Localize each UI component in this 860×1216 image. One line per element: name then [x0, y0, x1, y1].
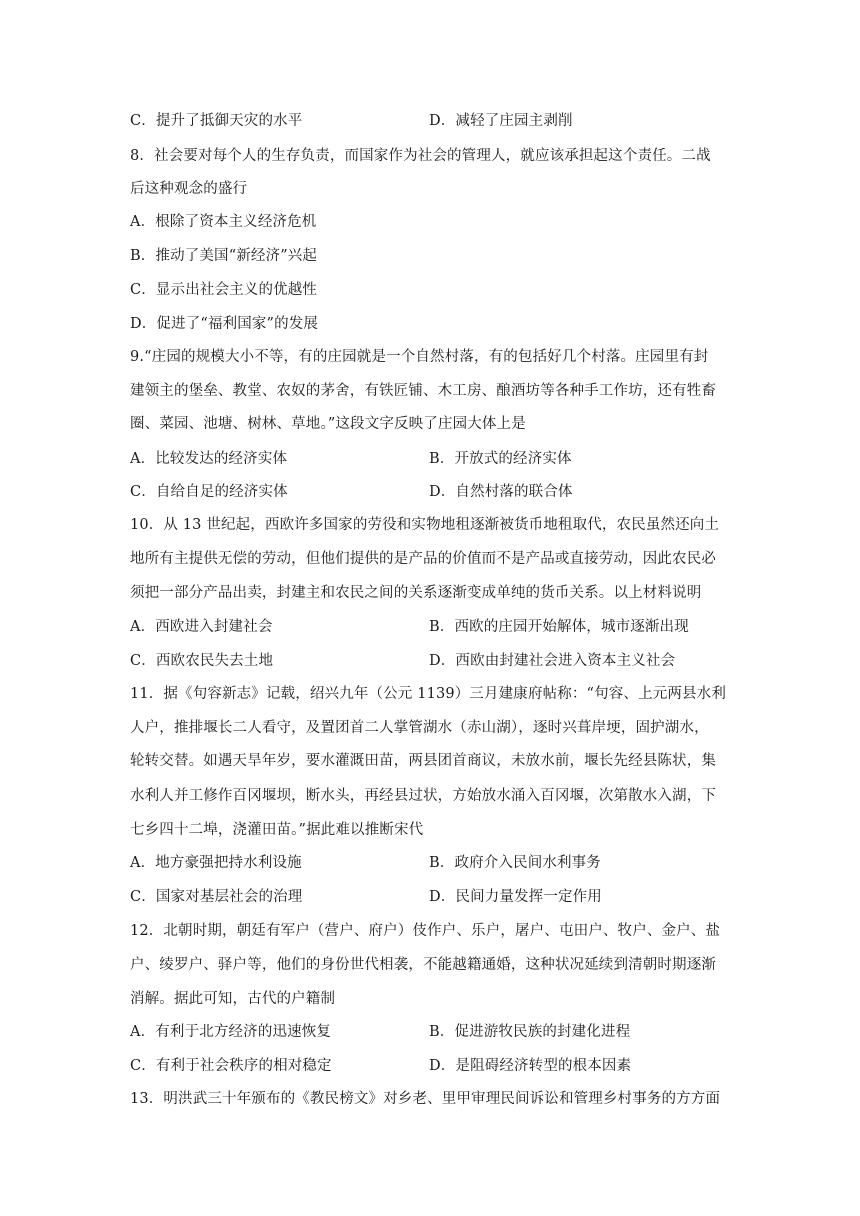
- q11-stem-line-5: 七乡四十二埠，浇灌田苗。”据此难以推断宋代: [130, 822, 424, 838]
- q7-option-c: C．提升了抵御天灾的水平: [130, 113, 303, 129]
- q12-stem-line-2: 户、绫罗户、驿户等，他们的身份世代相袭，不能越籍通婚，这种状况延续到清朝时期逐渐: [130, 957, 716, 973]
- q9-option-c: C．自给自足的经济实体: [130, 484, 288, 500]
- q10-stem-line-1: 10．从 13 世纪起，西欧许多国家的劳役和实物地租逐渐被货币地租取代，农民虽然还向土: [130, 517, 720, 533]
- q10-option-b: B．西欧的庄园开始解体，城市逐渐出现: [429, 619, 689, 635]
- q11-stem-line-1: 11．据《句容新志》记载，绍兴九年（公元 1139）三月建康府帖称：“句容、上元两县水利: [130, 686, 726, 702]
- q10-option-d: D．西欧由封建社会进入资本主义社会: [429, 653, 676, 669]
- q8-stem-line-2: 后这种观念的盛行: [130, 181, 248, 197]
- q8-option-d: D．促进了“福利国家”的发展: [130, 316, 319, 332]
- q8-option-c: C．显示出社会主义的优越性: [130, 282, 318, 298]
- q11-option-d: D．民间力量发挥一定作用: [429, 889, 602, 905]
- q12-stem-line-3: 消解。据此可知，古代的户籍制: [130, 991, 336, 1007]
- q8-option-b: B．推动了美国“新经济”兴起: [130, 248, 318, 264]
- q10-stem-line-2: 地所有主提供无偿的劳动，但他们提供的是产品的价值而不是产品或直接劳动，因此农民必: [130, 551, 716, 567]
- q11-stem-line-2: 人户，推排堰长二人看守，及置团首二人掌管湖水（赤山湖），逐时兴葺岸埂，固护湖水，: [130, 720, 709, 736]
- q9-option-d: D．自然村落的联合体: [429, 484, 573, 500]
- q9-stem-line-1: 9.“庄园的规模大小不等，有的庄园就是一个自然村落，有的包括好几个村落。庄园里有封: [130, 349, 709, 365]
- q10-option-c: C．西欧农民失去土地: [130, 653, 274, 669]
- q10-stem-line-3: 须把一部分产品出卖，封建主和农民之间的关系逐渐变成单纯的货币关系。以上材料说明: [130, 585, 702, 601]
- q9-stem-line-2: 建领主的堡垒、教堂、农奴的茅舍，有铁匠铺、木工房、酿酒坊等各种手工作坊，还有牲畜: [130, 383, 716, 399]
- q12-option-b: B．促进游牧民族的封建化进程: [429, 1024, 631, 1040]
- q10-option-a: A．西欧进入封建社会: [130, 619, 273, 635]
- q12-option-a: A．有利于北方经济的迅速恢复: [130, 1024, 332, 1040]
- q13-stem-line-1: 13．明洪武三十年颁布的《教民榜文》对乡老、里甲审理民间诉讼和管理乡村事务的方方面: [130, 1091, 721, 1107]
- q9-option-a: A．比较发达的经济实体: [130, 451, 288, 467]
- q8-stem-line-1: 8．社会要对每个人的生存负责，而国家作为社会的管理人，就应该承担起这个责任。二战: [130, 148, 711, 164]
- q9-option-b: B．开放式的经济实体: [429, 451, 572, 467]
- q11-option-b: B．政府介入民间水利事务: [429, 855, 601, 871]
- q9-stem-line-3: 圈、菜园、池塘、树林、草地。”这段文字反映了庄园大体上是: [130, 416, 526, 432]
- q12-option-c: C．有利于社会秩序的相对稳定: [130, 1058, 332, 1074]
- q12-stem-line-1: 12．北朝时期，朝廷有军户（营户、府户）伎作户、乐户，屠户、屯田户、牧户、金户、盐: [130, 923, 721, 939]
- q11-stem-line-4: 水利人并工修作百冈堰坝，断水头，再经县过状，方始放水涌入百冈堰，次第散水入湖，下: [130, 788, 716, 804]
- q12-option-d: D．是阻碍经济转型的根本因素: [429, 1058, 632, 1074]
- q11-option-c: C．国家对基层社会的治理: [130, 889, 303, 905]
- q11-stem-line-3: 轮转交替。如遇天旱年岁，要水灌溉田苗，两县团首商议，未放水前，堰长先经县陈状，集: [130, 753, 716, 769]
- q11-option-a: A．地方豪强把持水利设施: [130, 855, 302, 871]
- q7-option-d: D．减轻了庄园主剥削: [429, 113, 573, 129]
- q8-option-a: A．根除了资本主义经济危机: [130, 214, 317, 230]
